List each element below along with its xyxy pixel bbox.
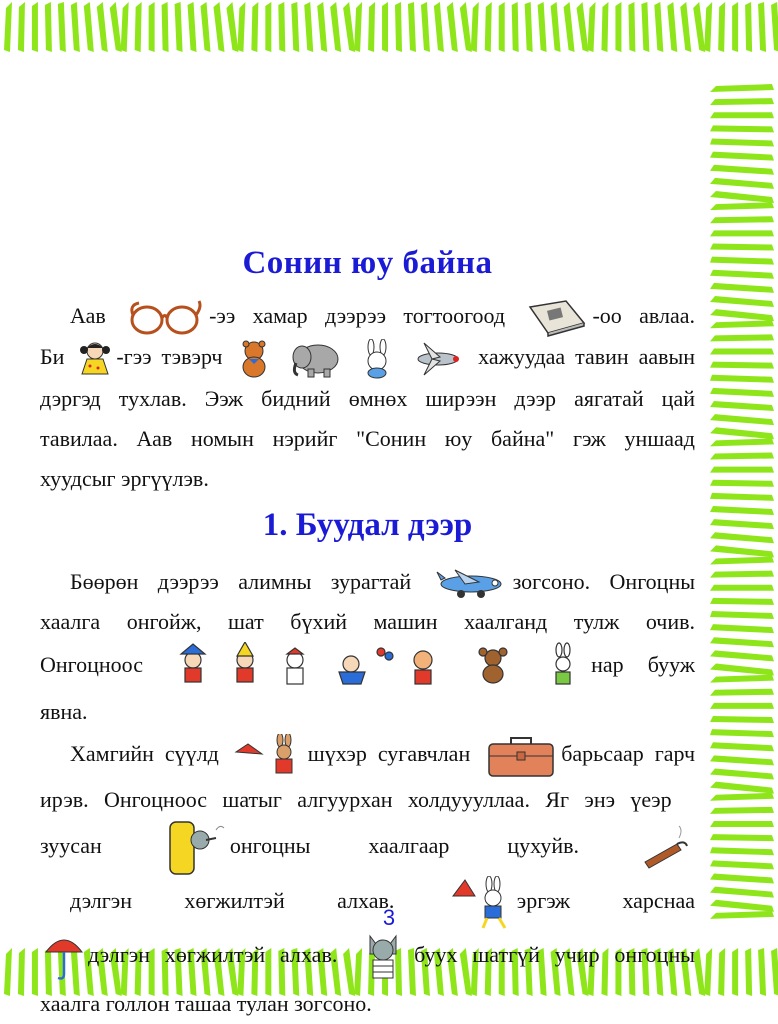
paragraph-1: Аав -ээ хамар дээрээ тогтоогоод -оо авлаа. Би -гээ тэвэрч хажуудаа тавин аавын дэргэд тухлав. Ээж бидний өмнөх ширээн дээр аягатай цай тавилаа. Аав номын нэрийг "Сонин юу байна" гэж уншаад хуудсыг эргүүлэв. bbox=[40, 296, 695, 499]
character-group-icon bbox=[171, 642, 587, 692]
elephant-icon bbox=[290, 339, 342, 379]
airplane-icon bbox=[435, 568, 509, 600]
section-title: 1. Буудал дээр bbox=[262, 506, 473, 543]
bunny-icon bbox=[360, 339, 394, 379]
girl-doll-icon bbox=[78, 340, 112, 378]
grass-border-top bbox=[0, 0, 778, 56]
page-number: 3 bbox=[382, 905, 396, 930]
wolf-icon bbox=[356, 930, 410, 984]
briefcase-icon bbox=[485, 732, 557, 780]
paragraph-2: Бөөрөн дээрээ алимны зурагтай зогсоно. Онгоцны хаалга онгойж, шат бүхий машин хаалганд тулж очив. Онгоцноос нар бууж явна. bbox=[40, 568, 696, 724]
red-umbrella-icon bbox=[44, 932, 84, 982]
grass-border-right bbox=[708, 80, 778, 920]
glasses-icon bbox=[127, 299, 205, 337]
toy-plane-icon bbox=[412, 339, 464, 379]
book-icon bbox=[526, 299, 588, 337]
wolf-at-door-icon bbox=[164, 820, 226, 876]
page-title: Сонин юу байна bbox=[242, 245, 493, 281]
pipe-icon bbox=[641, 824, 691, 872]
paragraph-3: Хамгийн сүүлд шүхэр сугавчлан барьсаар гарч ирэв. Онгоцноос шатыг алгуурхан холдуууллаа. Яг энэ үеэр зуусан онгоцны хаалгаар цухуйв. дэлгэн хөгжилтэй алхав. эргэж харснаа дэлгэн хөгжилтэй алхав. буух шатгүй учир онгоцны хаалга голлон ташаа тулан зогсоно. bbox=[40, 732, 695, 1024]
teddy-bear-icon bbox=[236, 339, 272, 379]
hare-with-umbrella-icon bbox=[234, 734, 304, 778]
